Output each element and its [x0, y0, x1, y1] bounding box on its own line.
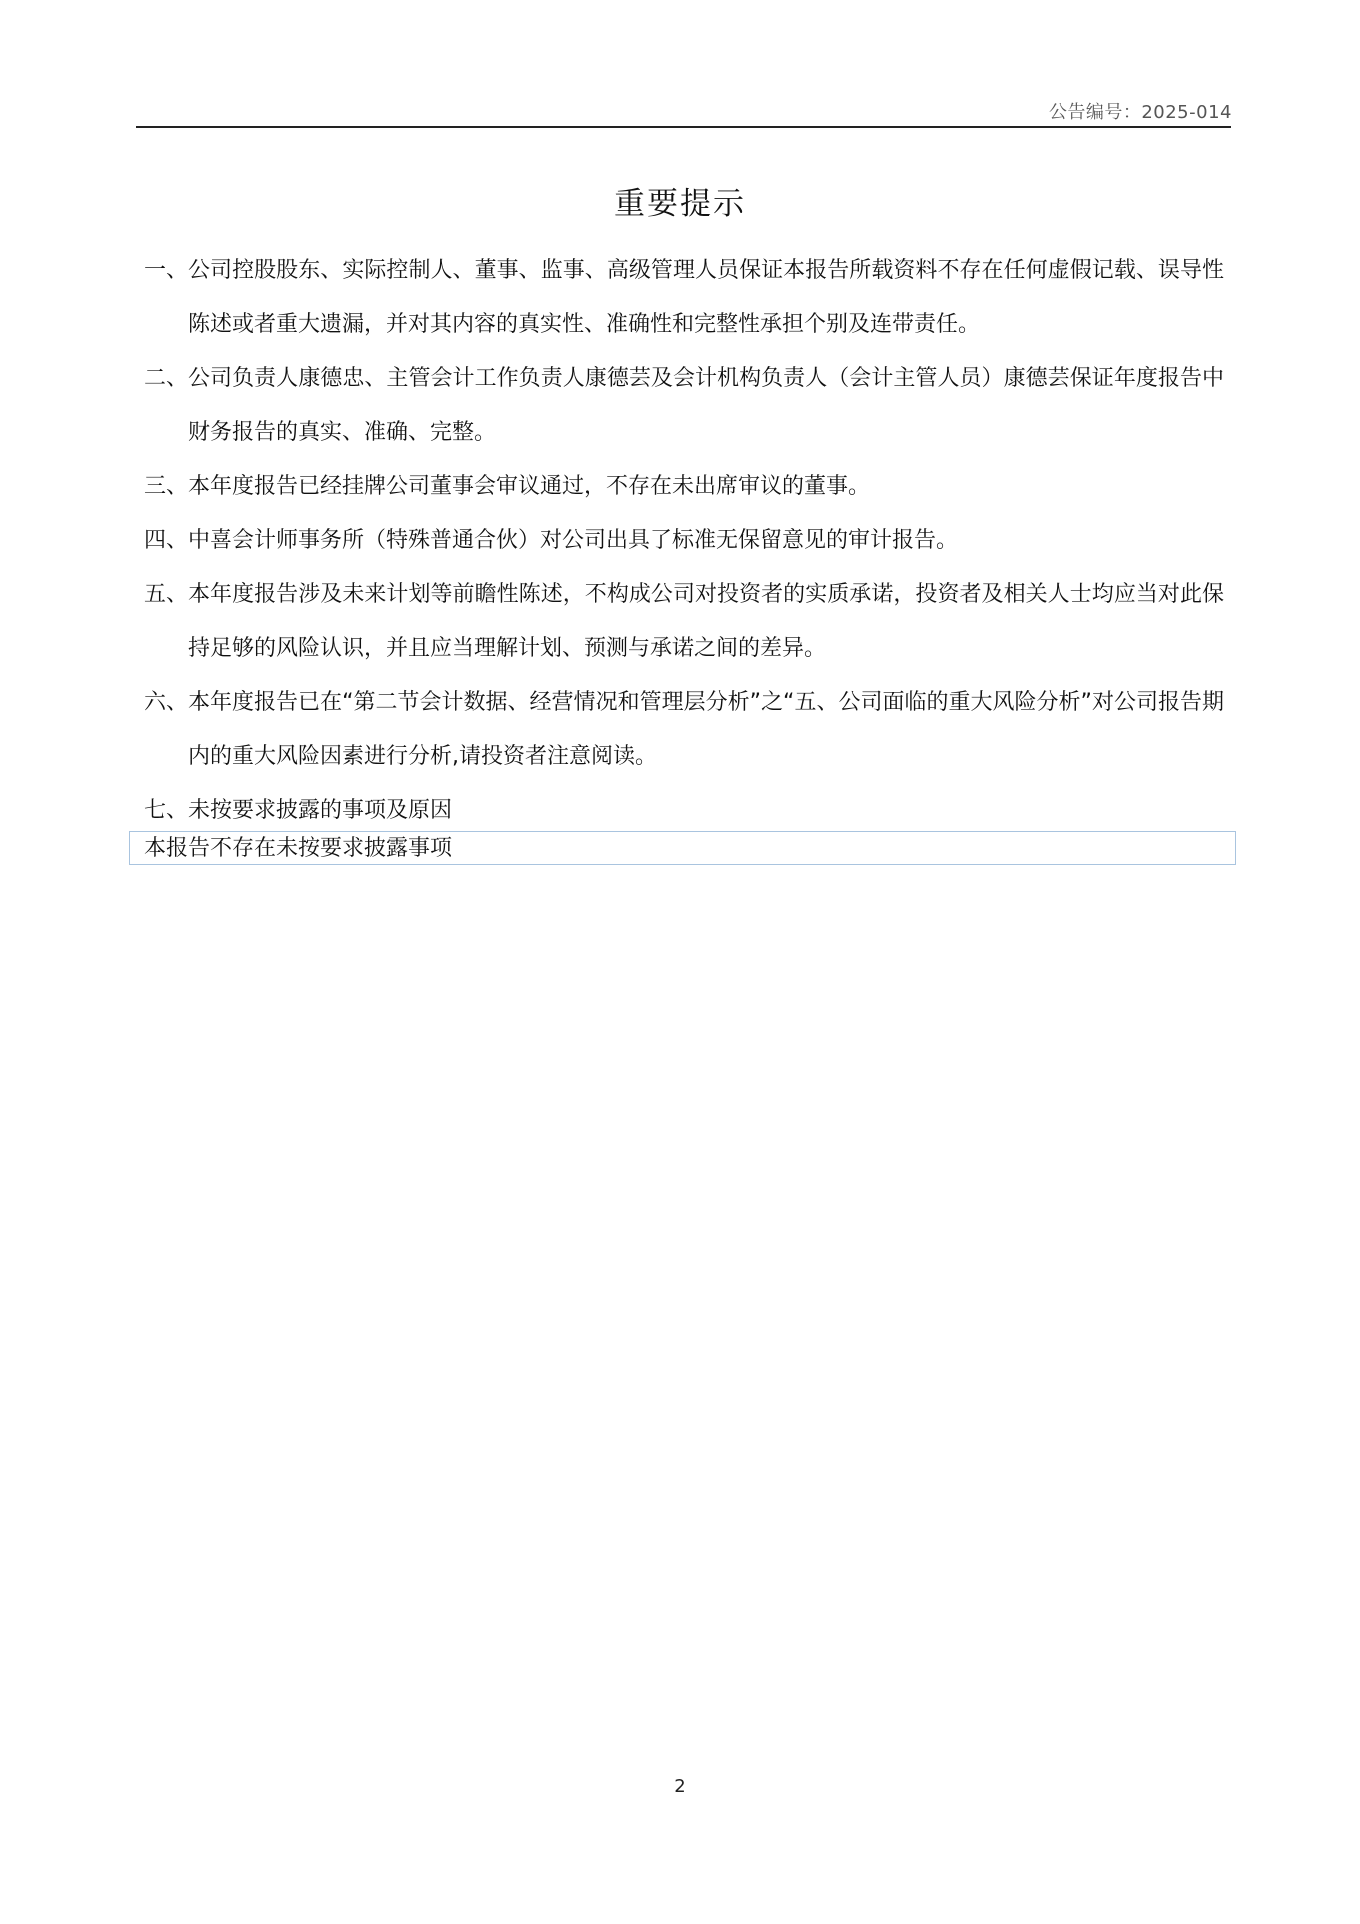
notice-number: 七、 [144, 798, 189, 823]
notice-list [144, 244, 1224, 838]
notice-item-4 [144, 514, 1224, 568]
notice-item-2 [144, 352, 1224, 460]
notice-item-1 [144, 244, 1224, 352]
announcement-code: 公告编号：2025-014 [1048, 102, 1232, 123]
notice-number: 六、 [144, 690, 189, 715]
notice-number: 五、 [144, 582, 189, 607]
page-number: 2 [674, 1776, 686, 1797]
notice-text: 中喜会计师事务所（特殊普通合伙）对公司出具了标准无保留意见的审计报告。 [188, 528, 959, 553]
notice-item-7 [144, 784, 1224, 838]
notice-text: 本年度报告涉及未来计划等前瞻性陈述，不构成公司对投资者的实质承诺，投资者及相关人士均应当对此保持足够的风险认识，并且应当理解计划、预测与承诺之间的差异。 [188, 582, 1224, 661]
header-divider [136, 126, 1231, 128]
notice-number: 三、 [144, 474, 189, 499]
notice-text: 公司控股股东、实际控制人、董事、监事、高级管理人员保证本报告所载资料不存在任何虚假记载、误导性陈述或者重大遗漏，并对其内容的真实性、准确性和完整性承担个别及连带责任。 [188, 258, 1224, 337]
notice-text: 公司负责人康德忠、主管会计工作负责人康德芸及会计机构负责人（会计主管人员）康德芸保证年度报告中财务报告的真实、准确、完整。 [188, 366, 1224, 445]
disclosure-statement-box: 本报告不存在未按要求披露事项 [129, 831, 1236, 865]
notice-number: 二、 [144, 366, 189, 391]
notice-number: 四、 [144, 528, 189, 553]
notice-text: 未按要求披露的事项及原因 [188, 798, 453, 823]
notice-item-3 [144, 460, 1224, 514]
notice-text: 本年度报告已经挂牌公司董事会审议通过，不存在未出席审议的董事。 [188, 474, 871, 499]
notice-text: 本年度报告已在“第二节会计数据、经营情况和管理层分析”之“五、公司面临的重大风险分析”对公司报告期内的重大风险因素进行分析,请投资者注意阅读。 [188, 690, 1224, 769]
notice-item-6 [144, 676, 1224, 784]
notice-number: 一、 [144, 258, 189, 283]
notice-item-5 [144, 568, 1224, 676]
page-title: 重要提示 [614, 186, 746, 222]
